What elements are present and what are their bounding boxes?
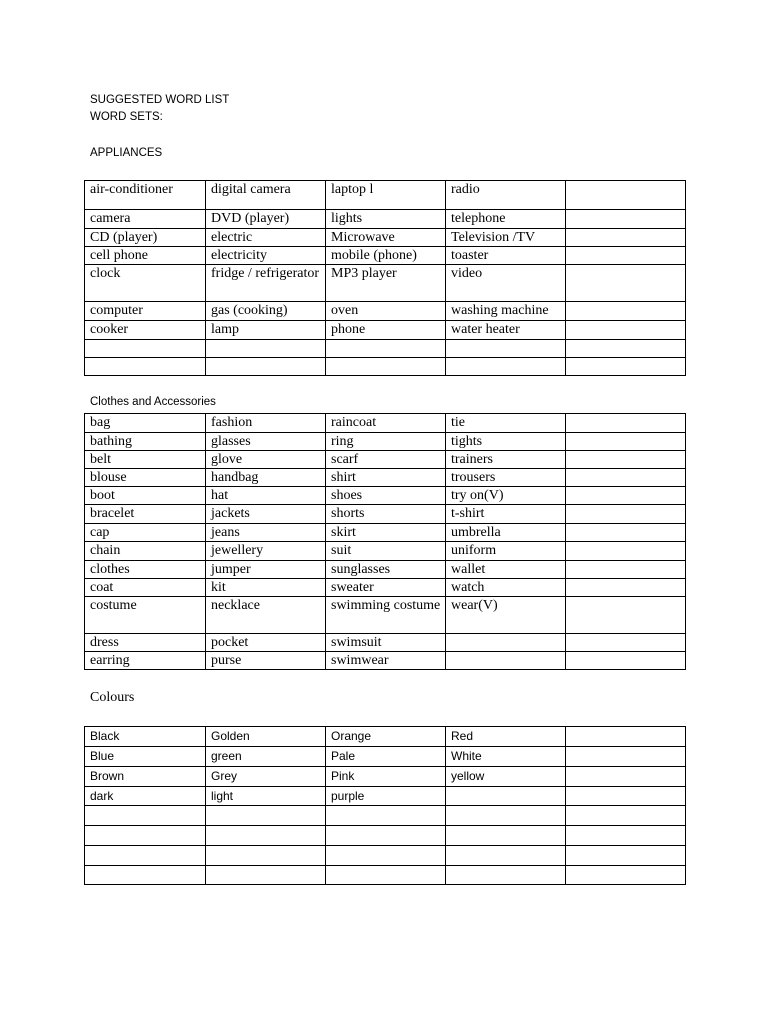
table-cell: [446, 866, 566, 885]
table-cell: Black: [85, 727, 206, 747]
table-cell: cell phone: [85, 247, 206, 265]
table-cell: Golden: [206, 727, 326, 747]
table-cell: DVD (player): [206, 210, 326, 229]
table-cell: wear(V): [446, 597, 566, 634]
table-cell: boot: [85, 487, 206, 505]
table-cell: bathing: [85, 433, 206, 451]
table-cell: Red: [446, 727, 566, 747]
table-cell: oven: [326, 302, 446, 321]
table-cell: [85, 340, 206, 358]
table-cell: yellow: [446, 767, 566, 787]
table-cell: [566, 634, 686, 652]
table-cell: jewellery: [206, 542, 326, 561]
table-cell: digital camera: [206, 181, 326, 210]
table-cell: [566, 181, 686, 210]
table-cell: raincoat: [326, 414, 446, 433]
table-cell: umbrella: [446, 524, 566, 542]
table-cell: try on(V): [446, 487, 566, 505]
table-cell: purple: [326, 787, 446, 806]
table-cell: Pink: [326, 767, 446, 787]
table-cell: [206, 340, 326, 358]
table-cell: [326, 866, 446, 885]
table-row: [85, 787, 686, 806]
appliances-table: [84, 180, 686, 376]
table-cell: [566, 505, 686, 524]
table-row: [85, 767, 686, 787]
table-cell: [566, 469, 686, 487]
table-cell: electricity: [206, 247, 326, 265]
table-cell: telephone: [446, 210, 566, 229]
table-cell: [566, 597, 686, 634]
table-cell: fashion: [206, 414, 326, 433]
table-row: [85, 469, 686, 487]
table-cell: Brown: [85, 767, 206, 787]
table-cell: costume: [85, 597, 206, 634]
table-cell: mobile (phone): [326, 247, 446, 265]
table-cell: ring: [326, 433, 446, 451]
table-cell: [446, 826, 566, 846]
table-cell: computer: [85, 302, 206, 321]
table-cell: bracelet: [85, 505, 206, 524]
table-cell: lamp: [206, 321, 326, 340]
table-cell: green: [206, 747, 326, 767]
table-row: [85, 302, 686, 321]
clothes-table: [84, 413, 686, 670]
table-cell: [566, 451, 686, 469]
colours-title: Colours: [90, 690, 135, 705]
table-cell: [326, 358, 446, 376]
table-cell: [206, 806, 326, 826]
table-cell: [206, 846, 326, 866]
table-row: [85, 561, 686, 579]
table-cell: [566, 487, 686, 505]
table-cell: clock: [85, 265, 206, 302]
colours-table: [84, 726, 686, 885]
table-cell: [566, 265, 686, 302]
table-cell: jumper: [206, 561, 326, 579]
table-cell: [566, 806, 686, 826]
table-cell: t-shirt: [446, 505, 566, 524]
table-cell: [566, 846, 686, 866]
table-cell: [566, 787, 686, 806]
table-cell: lights: [326, 210, 446, 229]
table-cell: phone: [326, 321, 446, 340]
table-cell: [566, 247, 686, 265]
table-cell: toaster: [446, 247, 566, 265]
table-cell: Television /TV: [446, 229, 566, 247]
table-cell: sweater: [326, 579, 446, 597]
table-row: [85, 579, 686, 597]
table-cell: shorts: [326, 505, 446, 524]
table-cell: CD (player): [85, 229, 206, 247]
table-cell: [566, 866, 686, 885]
table-row: [85, 524, 686, 542]
table-cell: air-conditioner: [85, 181, 206, 210]
table-cell: trainers: [446, 451, 566, 469]
table-cell: [446, 340, 566, 358]
table-row: [85, 747, 686, 767]
table-cell: kit: [206, 579, 326, 597]
table-cell: [566, 302, 686, 321]
table-cell: tights: [446, 433, 566, 451]
table-cell: shirt: [326, 469, 446, 487]
table-cell: Pale: [326, 747, 446, 767]
table-cell: handbag: [206, 469, 326, 487]
table-cell: [446, 846, 566, 866]
table-cell: light: [206, 787, 326, 806]
table-row: [85, 826, 686, 846]
table-cell: [206, 826, 326, 846]
table-cell: chain: [85, 542, 206, 561]
table-row: [85, 229, 686, 247]
table-cell: swimming costume: [326, 597, 446, 634]
table-cell: [566, 433, 686, 451]
table-cell: radio: [446, 181, 566, 210]
table-cell: [566, 652, 686, 670]
table-cell: skirt: [326, 524, 446, 542]
table-cell: jeans: [206, 524, 326, 542]
table-cell: glasses: [206, 433, 326, 451]
table-cell: clothes: [85, 561, 206, 579]
table-row: [85, 247, 686, 265]
table-cell: swimwear: [326, 652, 446, 670]
table-cell: [206, 866, 326, 885]
table-cell: jackets: [206, 505, 326, 524]
table-row: [85, 265, 686, 302]
table-row: [85, 727, 686, 747]
table-cell: cooker: [85, 321, 206, 340]
table-cell: bag: [85, 414, 206, 433]
table-cell: [326, 340, 446, 358]
table-cell: camera: [85, 210, 206, 229]
table-cell: dress: [85, 634, 206, 652]
table-cell: trousers: [446, 469, 566, 487]
table-cell: purse: [206, 652, 326, 670]
table-cell: [566, 542, 686, 561]
table-row: [85, 433, 686, 451]
table-cell: [566, 210, 686, 229]
table-row: [85, 414, 686, 433]
table-cell: Orange: [326, 727, 446, 747]
table-cell: scarf: [326, 451, 446, 469]
table-cell: [566, 229, 686, 247]
table-cell: glove: [206, 451, 326, 469]
table-row: [85, 358, 686, 376]
table-cell: suit: [326, 542, 446, 561]
table-cell: [206, 358, 326, 376]
table-cell: [566, 321, 686, 340]
table-cell: [446, 806, 566, 826]
table-row: [85, 652, 686, 670]
table-cell: MP3 player: [326, 265, 446, 302]
word-sets-label: WORD SETS:: [90, 111, 163, 123]
table-cell: Blue: [85, 747, 206, 767]
table-row: [85, 542, 686, 561]
table-cell: coat: [85, 579, 206, 597]
table-row: [85, 846, 686, 866]
table-cell: [85, 806, 206, 826]
table-row: [85, 451, 686, 469]
table-row: [85, 340, 686, 358]
table-cell: hat: [206, 487, 326, 505]
table-cell: [326, 806, 446, 826]
table-cell: [566, 414, 686, 433]
table-cell: cap: [85, 524, 206, 542]
table-cell: [566, 579, 686, 597]
table-cell: [446, 787, 566, 806]
clothes-title: Clothes and Accessories: [90, 396, 216, 408]
table-cell: water heater: [446, 321, 566, 340]
table-cell: pocket: [206, 634, 326, 652]
table-cell: necklace: [206, 597, 326, 634]
table-cell: [566, 358, 686, 376]
table-cell: dark: [85, 787, 206, 806]
table-cell: uniform: [446, 542, 566, 561]
table-cell: washing machine: [446, 302, 566, 321]
table-cell: electric: [206, 229, 326, 247]
table-cell: [85, 826, 206, 846]
table-cell: gas (cooking): [206, 302, 326, 321]
table-cell: [446, 652, 566, 670]
table-cell: video: [446, 265, 566, 302]
table-cell: [326, 846, 446, 866]
table-cell: [566, 561, 686, 579]
table-cell: [566, 727, 686, 747]
table-cell: [566, 524, 686, 542]
table-row: [85, 634, 686, 652]
table-cell: [446, 634, 566, 652]
table-cell: [566, 767, 686, 787]
document-heading: SUGGESTED WORD LIST: [90, 94, 230, 106]
table-cell: [566, 340, 686, 358]
table-cell: fridge / refrigerator: [206, 265, 326, 302]
table-cell: earring: [85, 652, 206, 670]
appliances-title: APPLIANCES: [90, 147, 163, 159]
table-cell: [85, 358, 206, 376]
table-cell: Microwave: [326, 229, 446, 247]
table-cell: blouse: [85, 469, 206, 487]
table-row: [85, 866, 686, 885]
table-cell: [326, 826, 446, 846]
table-row: [85, 210, 686, 229]
table-row: [85, 181, 686, 210]
table-row: [85, 487, 686, 505]
table-cell: White: [446, 747, 566, 767]
table-cell: [446, 358, 566, 376]
table-cell: sunglasses: [326, 561, 446, 579]
table-cell: swimsuit: [326, 634, 446, 652]
table-cell: wallet: [446, 561, 566, 579]
table-cell: watch: [446, 579, 566, 597]
table-row: [85, 806, 686, 826]
table-cell: tie: [446, 414, 566, 433]
table-cell: [566, 826, 686, 846]
table-cell: [85, 866, 206, 885]
table-cell: belt: [85, 451, 206, 469]
table-row: [85, 321, 686, 340]
table-cell: [566, 747, 686, 767]
table-cell: [85, 846, 206, 866]
table-row: [85, 505, 686, 524]
table-cell: laptop l: [326, 181, 446, 210]
table-row: [85, 597, 686, 634]
table-cell: shoes: [326, 487, 446, 505]
table-cell: Grey: [206, 767, 326, 787]
